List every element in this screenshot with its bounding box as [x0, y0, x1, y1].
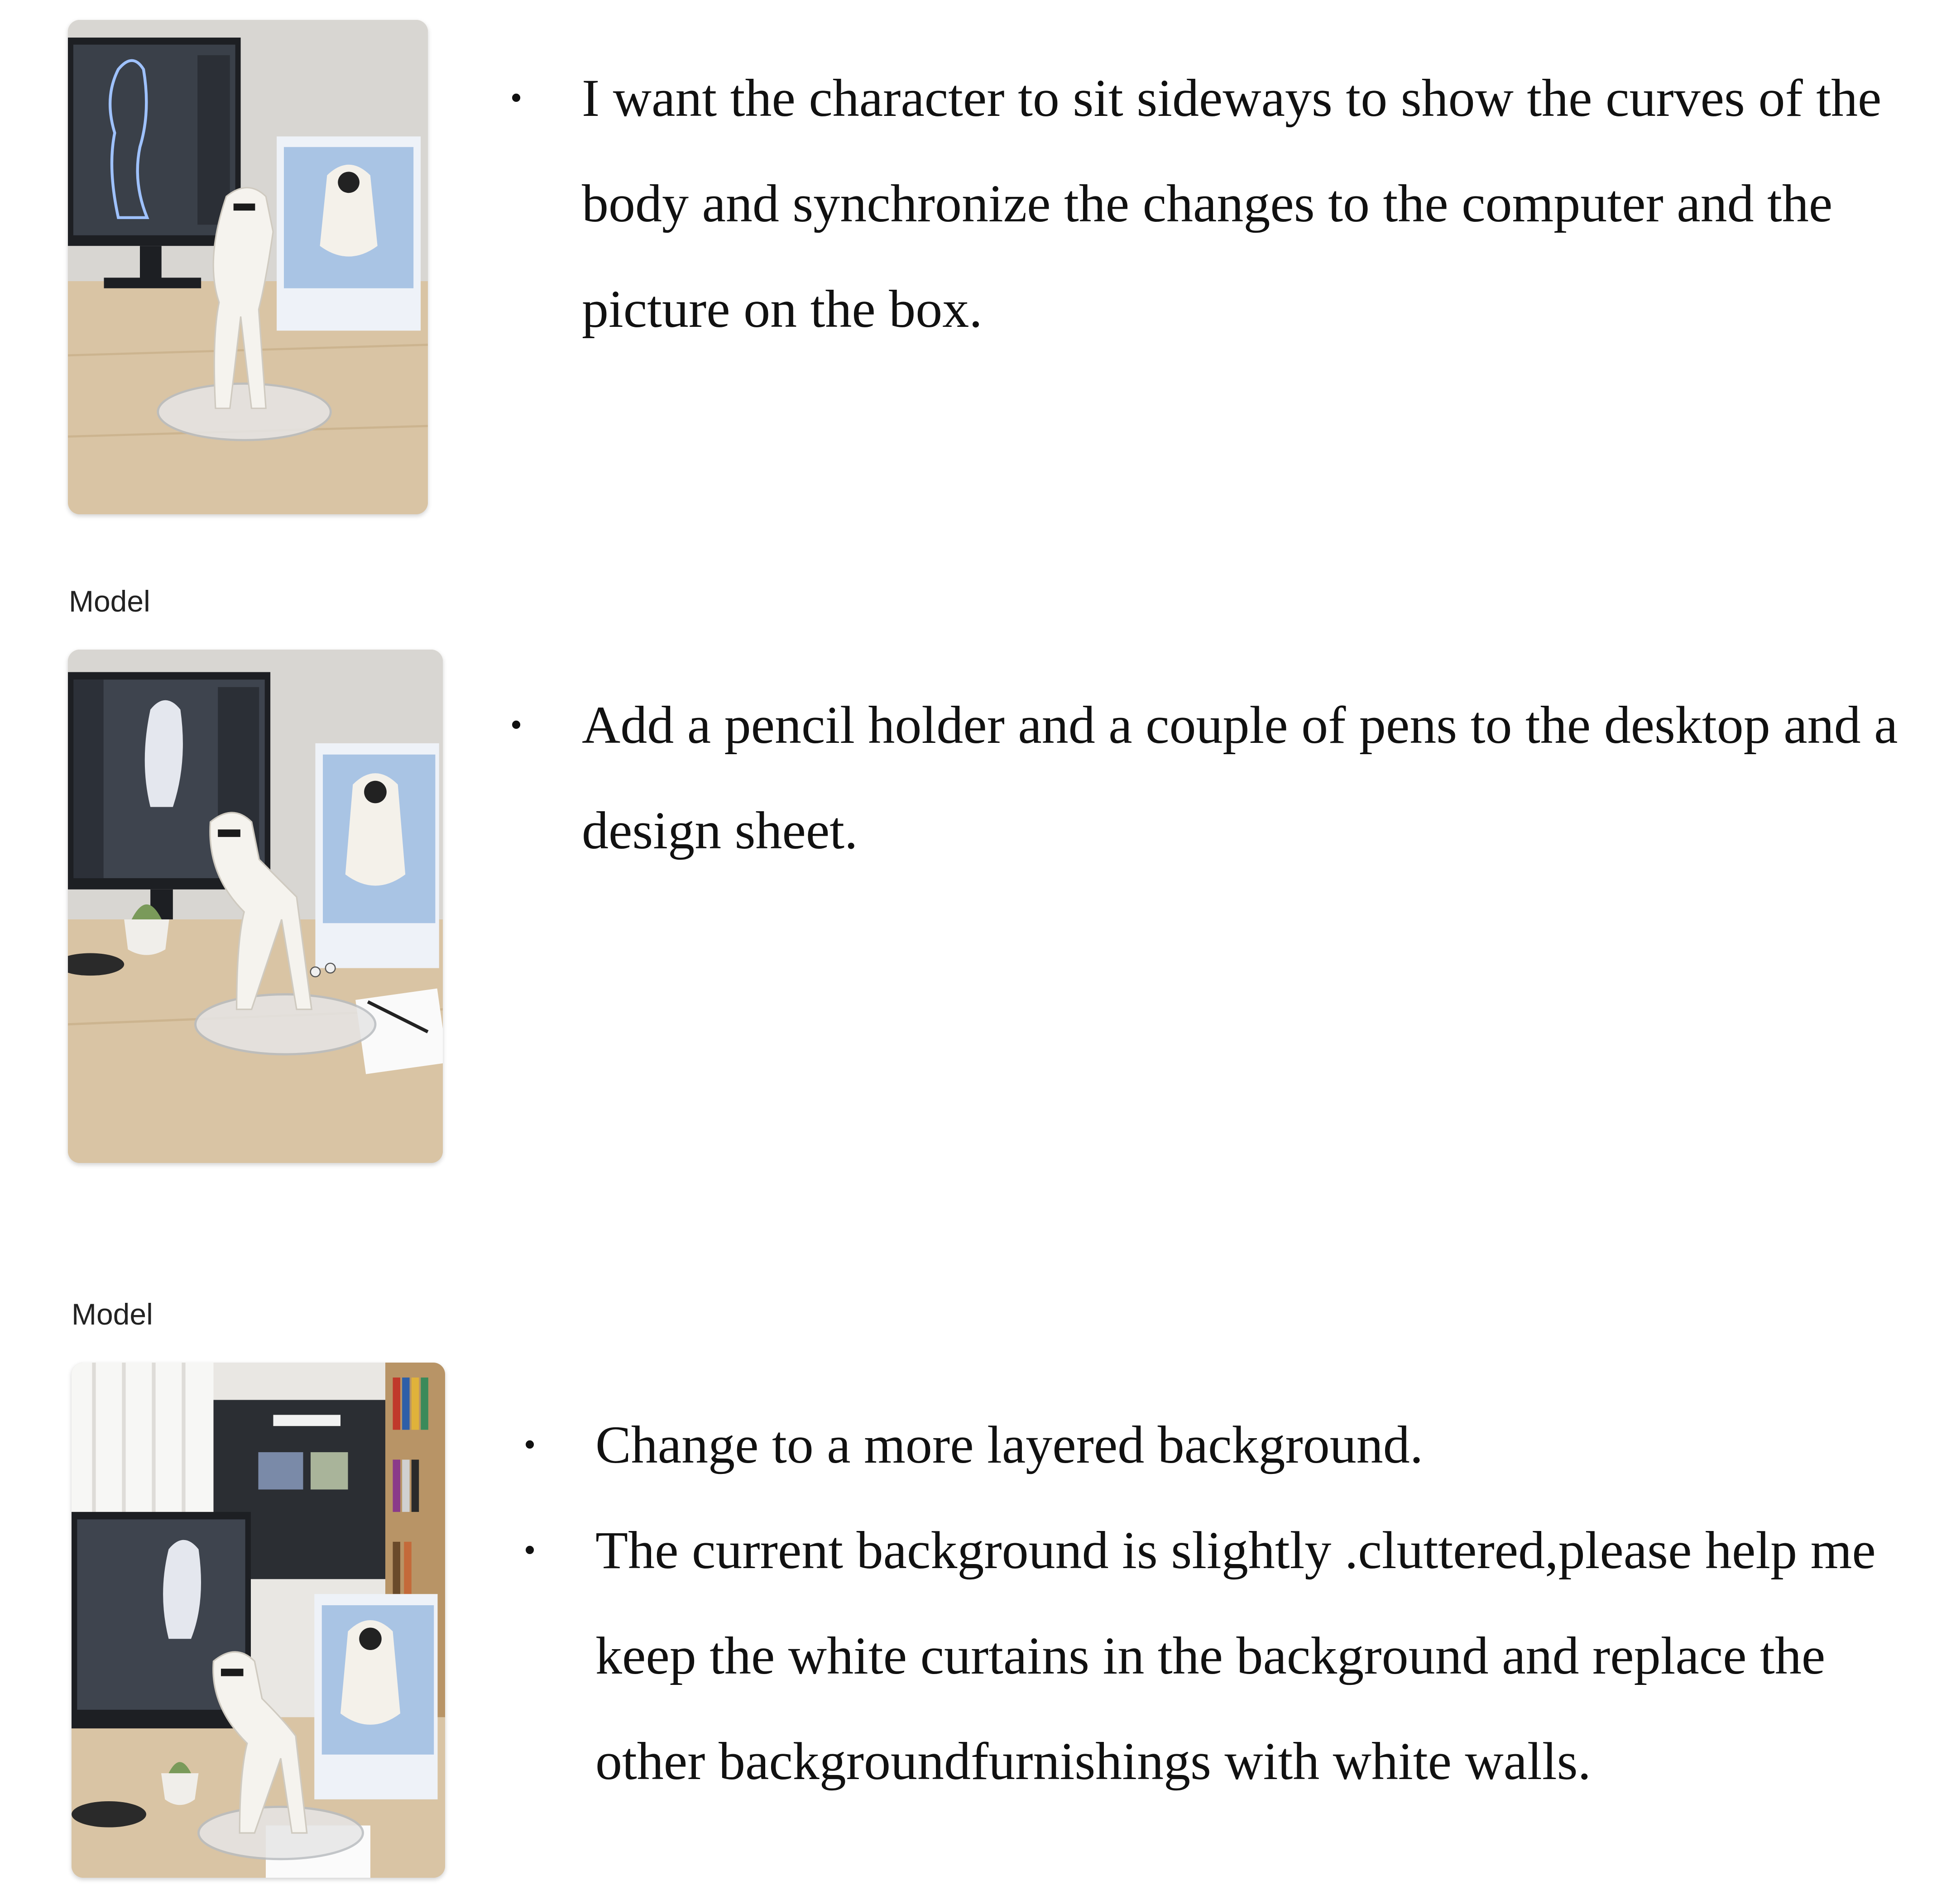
prompt-text: I want the character to sit sideways to show the curves of the body and synchronize the changes to the computer and the picture on the box.	[582, 68, 1882, 339]
prompt-list-1	[503, 45, 1906, 362]
list-item	[516, 1392, 1929, 1497]
list-item	[503, 45, 1906, 362]
bullet-icon: •	[523, 1531, 536, 1569]
generated-image-3[interactable]	[72, 1363, 445, 1878]
prompt-text: Change to a more layered background.	[595, 1415, 1424, 1474]
list-item	[516, 1497, 1929, 1814]
bullet-icon: •	[510, 79, 523, 117]
list-item	[503, 672, 1906, 883]
bullet-icon: •	[523, 1426, 536, 1464]
prompt-list-2	[503, 672, 1906, 883]
model-label: Model	[72, 1297, 153, 1331]
bullet-icon: •	[510, 706, 523, 744]
prompt-text: Add a pencil holder and a couple of pens to the desktop and a design sheet.	[582, 695, 1898, 860]
generated-image-1[interactable]	[68, 20, 428, 514]
model-label: Model	[69, 584, 150, 618]
prompt-list-3	[516, 1392, 1929, 1814]
prompt-text: The current background is slightly .cluttered,please help me keep the white curtains in the background and replace the other backgroundfurnishings with white walls.	[595, 1521, 1876, 1791]
generated-image-2[interactable]	[68, 650, 443, 1163]
